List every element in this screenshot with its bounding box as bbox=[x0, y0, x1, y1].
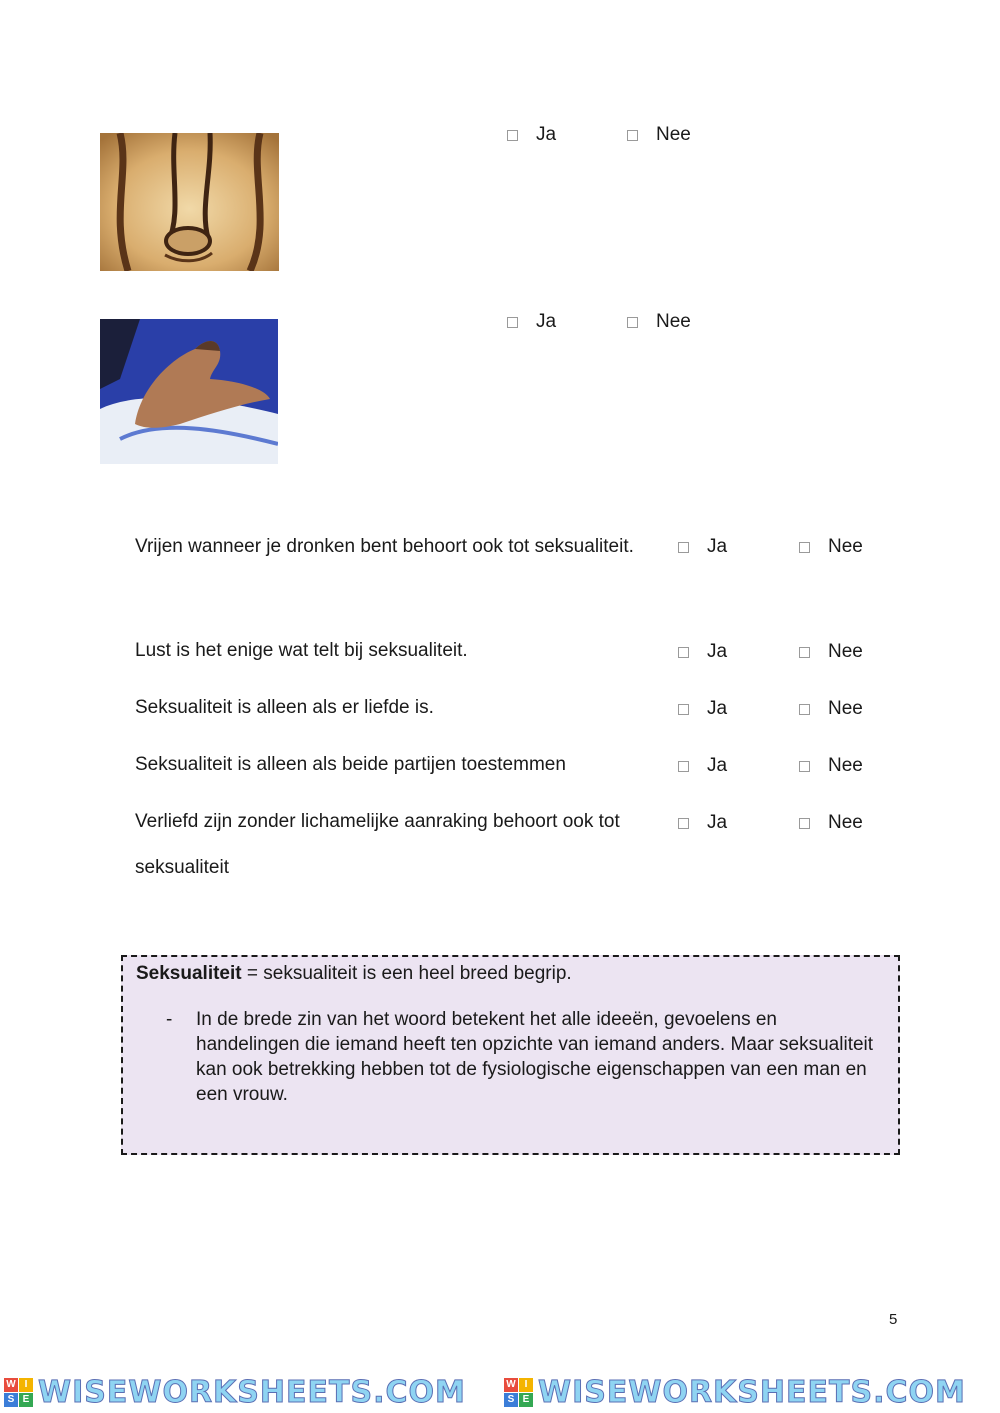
logo-letter: E bbox=[19, 1393, 33, 1407]
page-number: 5 bbox=[889, 1311, 898, 1328]
s5-option-ja[interactable] bbox=[678, 812, 727, 834]
checkbox[interactable] bbox=[799, 647, 810, 658]
definition-intro: = seksualiteit is een heel breed begrip. bbox=[241, 963, 572, 984]
q2-option-nee[interactable] bbox=[627, 311, 691, 333]
checkbox[interactable] bbox=[678, 647, 689, 658]
checkbox[interactable] bbox=[678, 704, 689, 715]
logo-letter: S bbox=[4, 1393, 18, 1407]
logo-letter: W bbox=[504, 1378, 518, 1392]
s1-option-ja[interactable] bbox=[678, 536, 727, 558]
definition-bullet: In de brede zin van het woord betekent het alle ideeën, gevoelens en handelingen die iemand heeft ten opzichte van iemand anders. Maar seksualiteit kan ook betrekking hebben tot de fysiologische eigenschappen van een man en een vrouw. bbox=[196, 1009, 874, 1105]
checkbox[interactable] bbox=[678, 818, 689, 829]
q1-option-ja[interactable] bbox=[507, 124, 556, 146]
painting-reclining-nude bbox=[100, 319, 278, 464]
watermark-text: WISEWORKSHEETS.COM bbox=[538, 1375, 966, 1410]
statement-text: Seksualiteit is alleen als er liefde is. bbox=[135, 697, 434, 718]
option-label: Ja bbox=[707, 698, 728, 719]
definition-box bbox=[121, 955, 900, 1155]
option-label: Nee bbox=[828, 641, 863, 662]
checkbox[interactable] bbox=[799, 761, 810, 772]
checkbox[interactable] bbox=[627, 130, 638, 141]
option-label: Ja bbox=[536, 311, 557, 332]
watermark-footer bbox=[0, 1373, 1000, 1413]
logo-letter: E bbox=[519, 1393, 533, 1407]
s4-option-ja[interactable] bbox=[678, 755, 727, 777]
watermark-right bbox=[504, 1375, 966, 1410]
checkbox[interactable] bbox=[507, 317, 518, 328]
option-label: Ja bbox=[707, 641, 728, 662]
checkbox[interactable] bbox=[507, 130, 518, 141]
option-label: Ja bbox=[707, 812, 728, 833]
bullet-marker: - bbox=[166, 1009, 173, 1030]
option-label: Nee bbox=[828, 698, 863, 719]
definition-heading bbox=[136, 963, 572, 985]
wiseworksheets-logo-icon bbox=[4, 1378, 34, 1408]
s5-option-nee[interactable] bbox=[799, 812, 863, 834]
q2-option-ja[interactable] bbox=[507, 311, 556, 333]
option-label: Nee bbox=[828, 812, 863, 833]
option-label: Nee bbox=[656, 124, 691, 145]
checkbox[interactable] bbox=[799, 542, 810, 553]
checkbox[interactable] bbox=[799, 818, 810, 829]
s4-option-nee[interactable] bbox=[799, 755, 863, 777]
logo-letter: W bbox=[4, 1378, 18, 1392]
s1-option-nee[interactable] bbox=[799, 536, 863, 558]
option-label: Ja bbox=[707, 536, 728, 557]
statement-text: Seksualiteit is alleen als beide partijen toestemmen bbox=[135, 754, 566, 775]
s3-option-nee[interactable] bbox=[799, 698, 863, 720]
statement-text: Vrijen wanneer je dronken bent behoort ook tot seksualiteit. bbox=[135, 536, 634, 557]
watermark-left bbox=[4, 1375, 466, 1410]
option-label: Ja bbox=[536, 124, 557, 145]
s2-option-nee[interactable] bbox=[799, 641, 863, 663]
s3-option-ja[interactable] bbox=[678, 698, 727, 720]
option-label: Nee bbox=[828, 755, 863, 776]
s2-option-ja[interactable] bbox=[678, 641, 727, 663]
option-label: Ja bbox=[707, 755, 728, 776]
logo-letter: I bbox=[519, 1378, 533, 1392]
logo-letter: S bbox=[504, 1393, 518, 1407]
statement-text: Verliefd zijn zonder lichamelijke aanraking behoort ook tot seksualiteit bbox=[135, 811, 620, 878]
definition-term: Seksualiteit bbox=[136, 963, 242, 984]
statement-text: Lust is het enige wat telt bij seksualiteit. bbox=[135, 640, 468, 661]
q1-option-nee[interactable] bbox=[627, 124, 691, 146]
checkbox[interactable] bbox=[799, 704, 810, 715]
watermark-text: WISEWORKSHEETS.COM bbox=[38, 1375, 466, 1410]
checkbox[interactable] bbox=[678, 761, 689, 772]
painting-holding-hands bbox=[100, 133, 279, 271]
checkbox[interactable] bbox=[627, 317, 638, 328]
wiseworksheets-logo-icon bbox=[504, 1378, 534, 1408]
option-label: Nee bbox=[828, 536, 863, 557]
option-label: Nee bbox=[656, 311, 691, 332]
checkbox[interactable] bbox=[678, 542, 689, 553]
logo-letter: I bbox=[19, 1378, 33, 1392]
